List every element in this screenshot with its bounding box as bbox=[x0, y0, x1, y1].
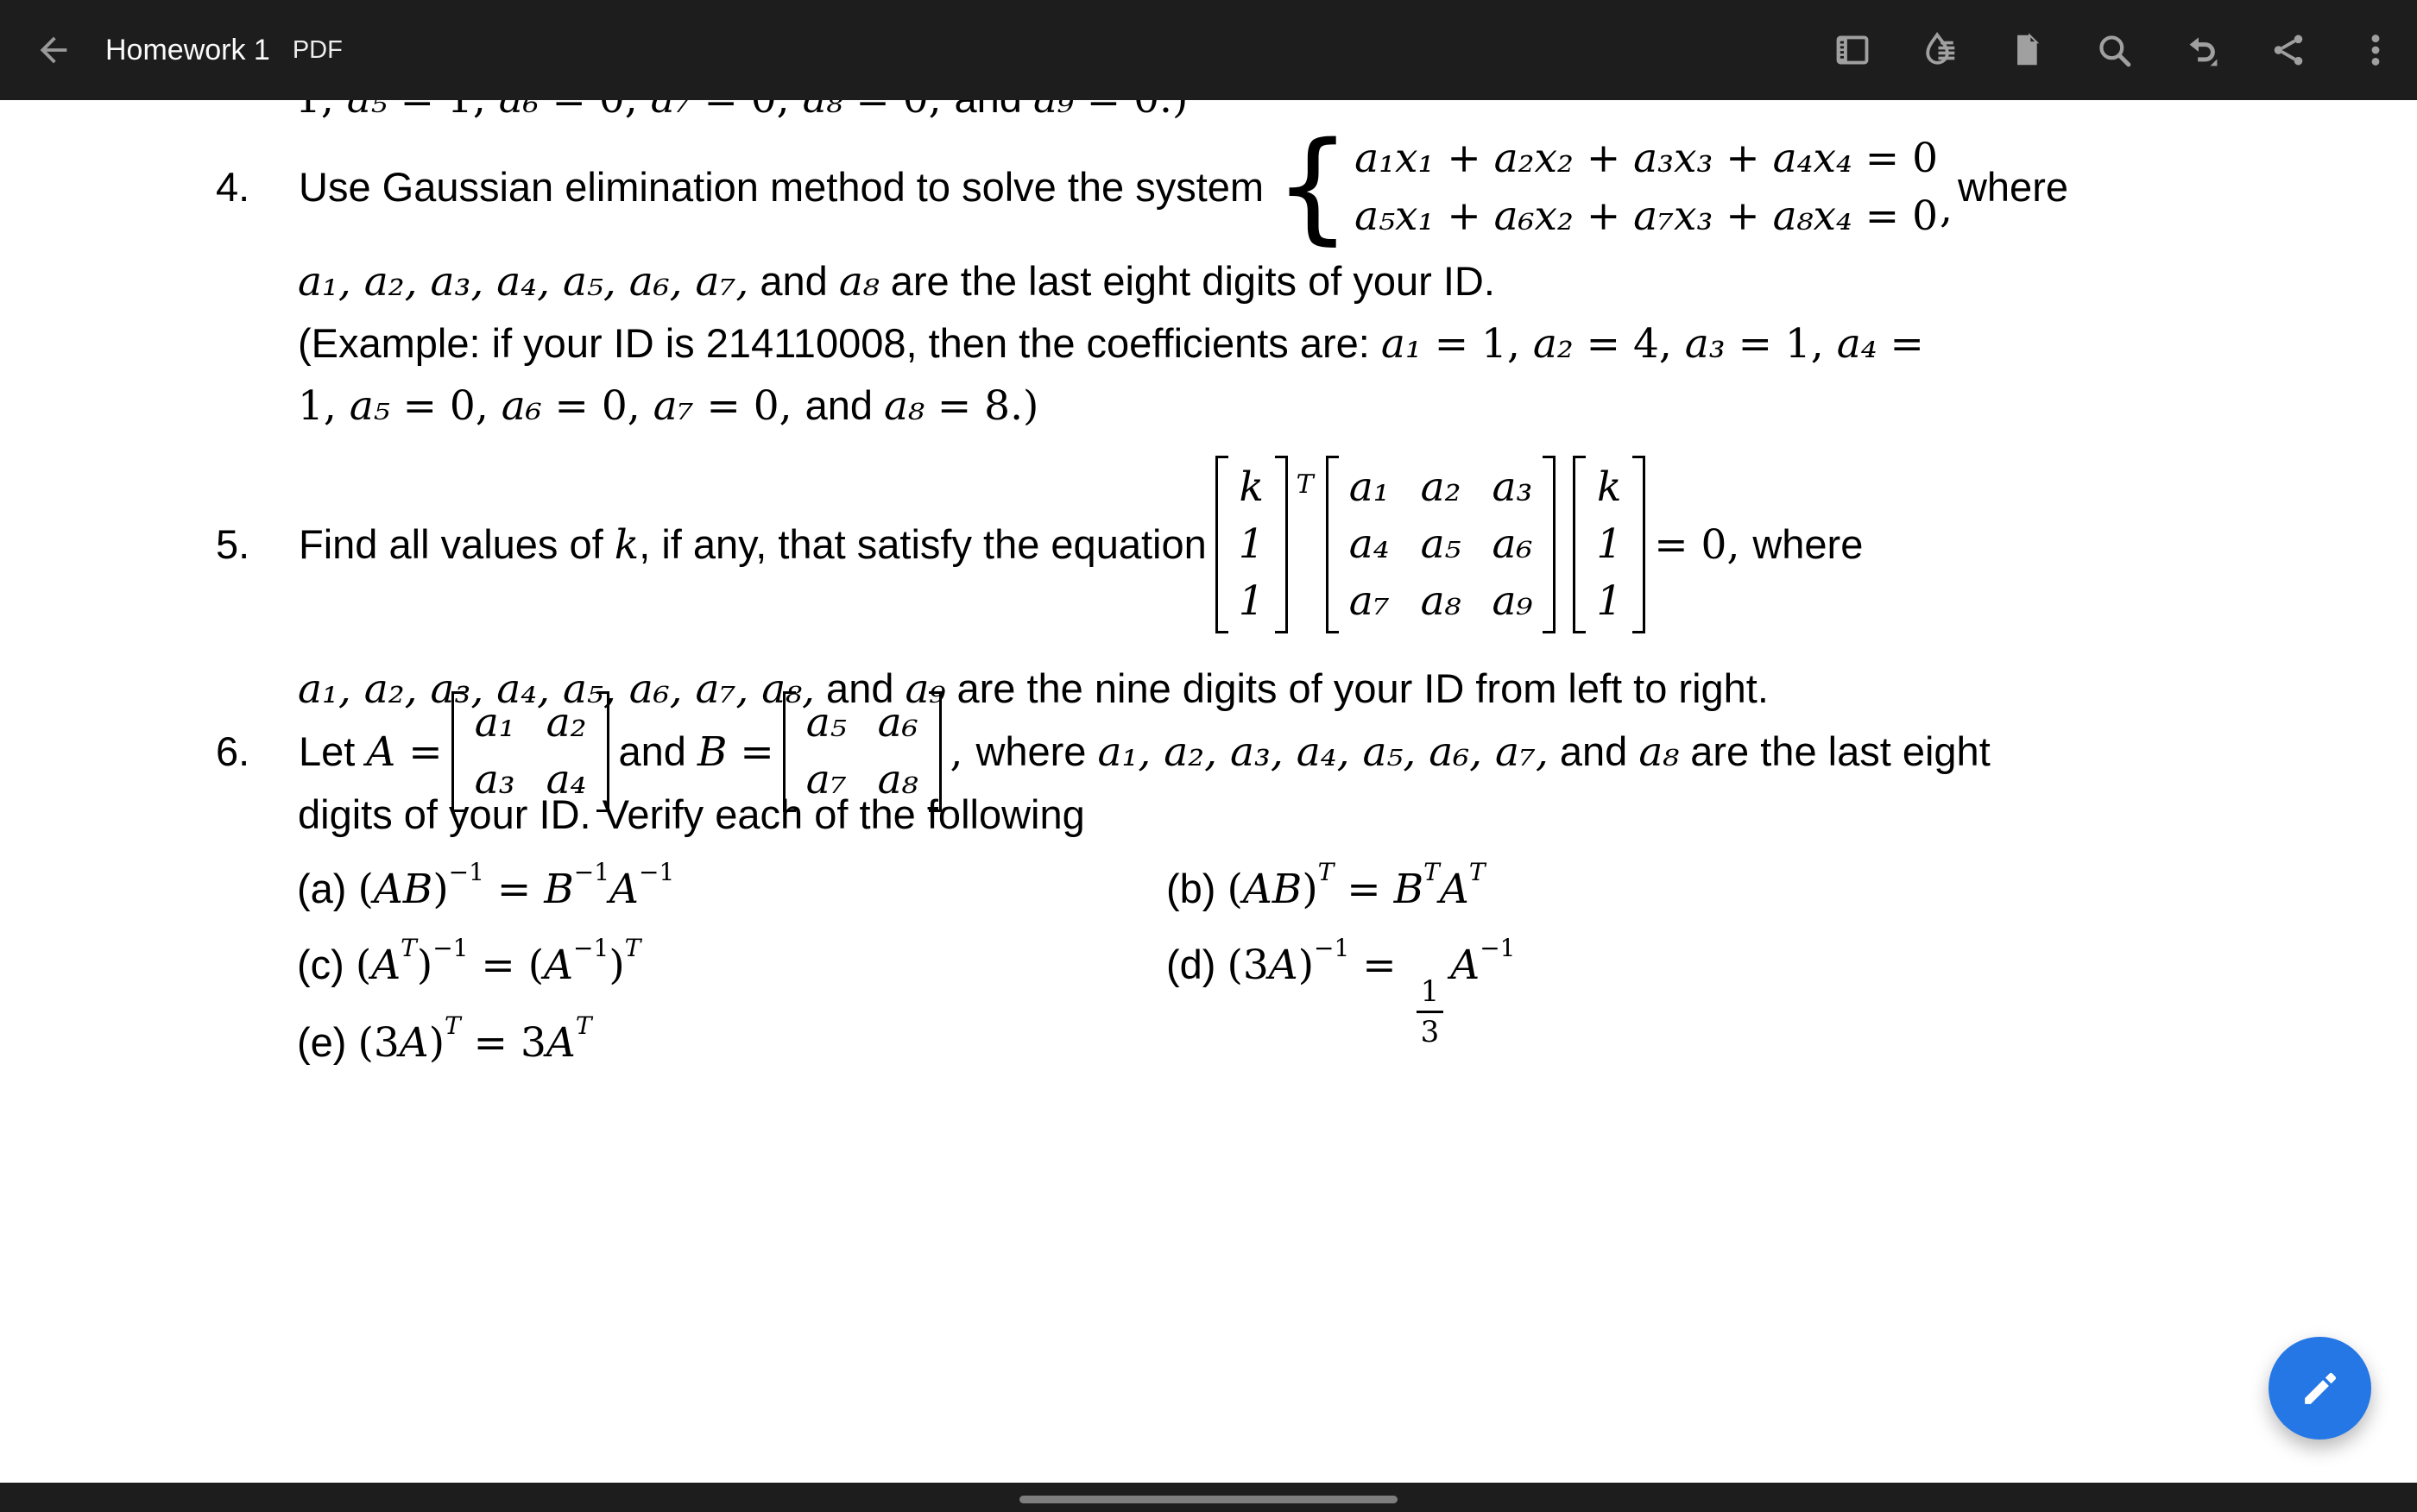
item-a: (a) $(AB)^{-1} = B^{-1}A^{-1}$ bbox=[297, 858, 675, 913]
undo-icon bbox=[2181, 30, 2221, 70]
toolbar-actions bbox=[1830, 28, 2398, 72]
gesture-home-indicator[interactable] bbox=[1019, 1496, 1398, 1503]
system-row-1: a₁x₁ + a₂x₂ + a₃x₃ + a₄x₄ = 0 bbox=[1354, 135, 1939, 182]
coefficient-matrix-3x3: a₁ a₂ a₃ a₄ a₅ a₆ a₇ a₈ a₉ bbox=[1326, 456, 1556, 633]
back-arrow-icon bbox=[34, 30, 73, 70]
undo-button[interactable] bbox=[2179, 28, 2224, 72]
problem-6-lead-text: Let A = bbox=[299, 728, 443, 776]
system-trailing-comma: , bbox=[1940, 185, 1953, 232]
problem-4-example-line-2: 1, a₅ = 0, a₆ = 0, a₇ = 0, and a₈ = 8.) bbox=[298, 382, 1039, 430]
item-c: (c) $(A^T)^{-1} = (A^{-1})^T$ bbox=[297, 934, 641, 989]
problem-4-example-line-1: (Example: if your ID is 214110008, then the coefficients are: a₁ = 1, a₂ = 4, a₃ = 1, a₄ = bbox=[298, 320, 1924, 368]
matrix-A: a₁ a₂ a₃ a₄ bbox=[451, 691, 610, 812]
problem-6-after-text: , where a₁, a₂, a₃, a₄, a₅, a₆, a₇, and a₈ are the last eight bbox=[950, 728, 1991, 776]
problem-6-mid-text: and B = bbox=[618, 728, 774, 776]
item-e: (e) $(3A)^T = 3A^T$ bbox=[297, 1011, 592, 1067]
edit-fab[interactable] bbox=[2269, 1337, 2371, 1440]
document-type-label: PDF bbox=[292, 35, 343, 64]
toolbar bbox=[0, 0, 2417, 100]
search-button[interactable] bbox=[2092, 28, 2136, 72]
back-button[interactable] bbox=[31, 28, 76, 72]
problem-5-line-1 bbox=[216, 442, 1863, 647]
document-pages-button[interactable] bbox=[2004, 28, 2049, 72]
item-d: (d) $(3A)^{-1}$ = $\frac{1}{3}$ $A^{-1}$ bbox=[1166, 934, 1516, 1049]
more-options-icon bbox=[2356, 30, 2395, 70]
k-vector: k 1 1 bbox=[1215, 456, 1288, 633]
thumbnails-panel-icon bbox=[1833, 30, 1872, 70]
more-options-button[interactable] bbox=[2353, 28, 2398, 72]
problem-5-after-text: = 0, where bbox=[1654, 520, 1864, 569]
pencil-icon bbox=[2295, 1364, 2345, 1414]
system-brace: { bbox=[1274, 116, 1352, 257]
search-icon bbox=[2094, 30, 2134, 70]
k-vector-right: k 1 1 bbox=[1573, 456, 1645, 633]
document-page-icon bbox=[2007, 30, 2047, 70]
problem-4-line-2: a₁, a₂, a₃, a₄, a₅, a₆, a₇, and a₈ are the last eight digits of your ID. bbox=[298, 258, 1495, 306]
thumbnails-panel-button[interactable] bbox=[1830, 28, 1875, 72]
k-vector-transposed bbox=[1207, 456, 1317, 633]
share-icon bbox=[2269, 30, 2308, 70]
ink-drop-icon bbox=[1920, 30, 1959, 70]
document-title: Homework 1 bbox=[105, 33, 270, 66]
system-rows bbox=[1354, 129, 1938, 245]
problem-5-line-2: a₁, a₂, a₃, a₄, a₅, a₆, a₇, a₈, and a₉ are the nine digits of your ID from left to right. bbox=[298, 665, 1769, 713]
problem-6-number: 6. bbox=[216, 728, 250, 774]
share-button[interactable] bbox=[2266, 28, 2311, 72]
system-row-2: a₅x₁ + a₆x₂ + a₇x₃ + a₈x₄ = 0 bbox=[1354, 192, 1939, 240]
problem-5-lead-text: Find all values of k, if any, that satisfy the equation bbox=[299, 520, 1207, 569]
equation-system bbox=[1274, 116, 1939, 257]
transpose-superscript: T bbox=[1296, 469, 1314, 500]
ink-settings-button[interactable] bbox=[1917, 28, 1962, 72]
problem-4-where-text: where bbox=[1957, 164, 2068, 210]
bottom-nav-bar bbox=[0, 1483, 2417, 1512]
item-b: (b) $(AB)^T = B^TA^T$ bbox=[1166, 858, 1486, 913]
matrix-B: a₅ a₆ a₇ a₈ bbox=[783, 691, 942, 812]
problem-4-line-1 bbox=[216, 116, 2068, 259]
problem-4-lead-text: Use Gaussian elimination method to solve the system bbox=[299, 164, 1265, 210]
problem-4-number: 4. bbox=[216, 164, 250, 210]
problem-5-number: 5. bbox=[216, 521, 250, 567]
problem-6-line-2: digits of your ID. Verify each of the following bbox=[298, 791, 1085, 837]
